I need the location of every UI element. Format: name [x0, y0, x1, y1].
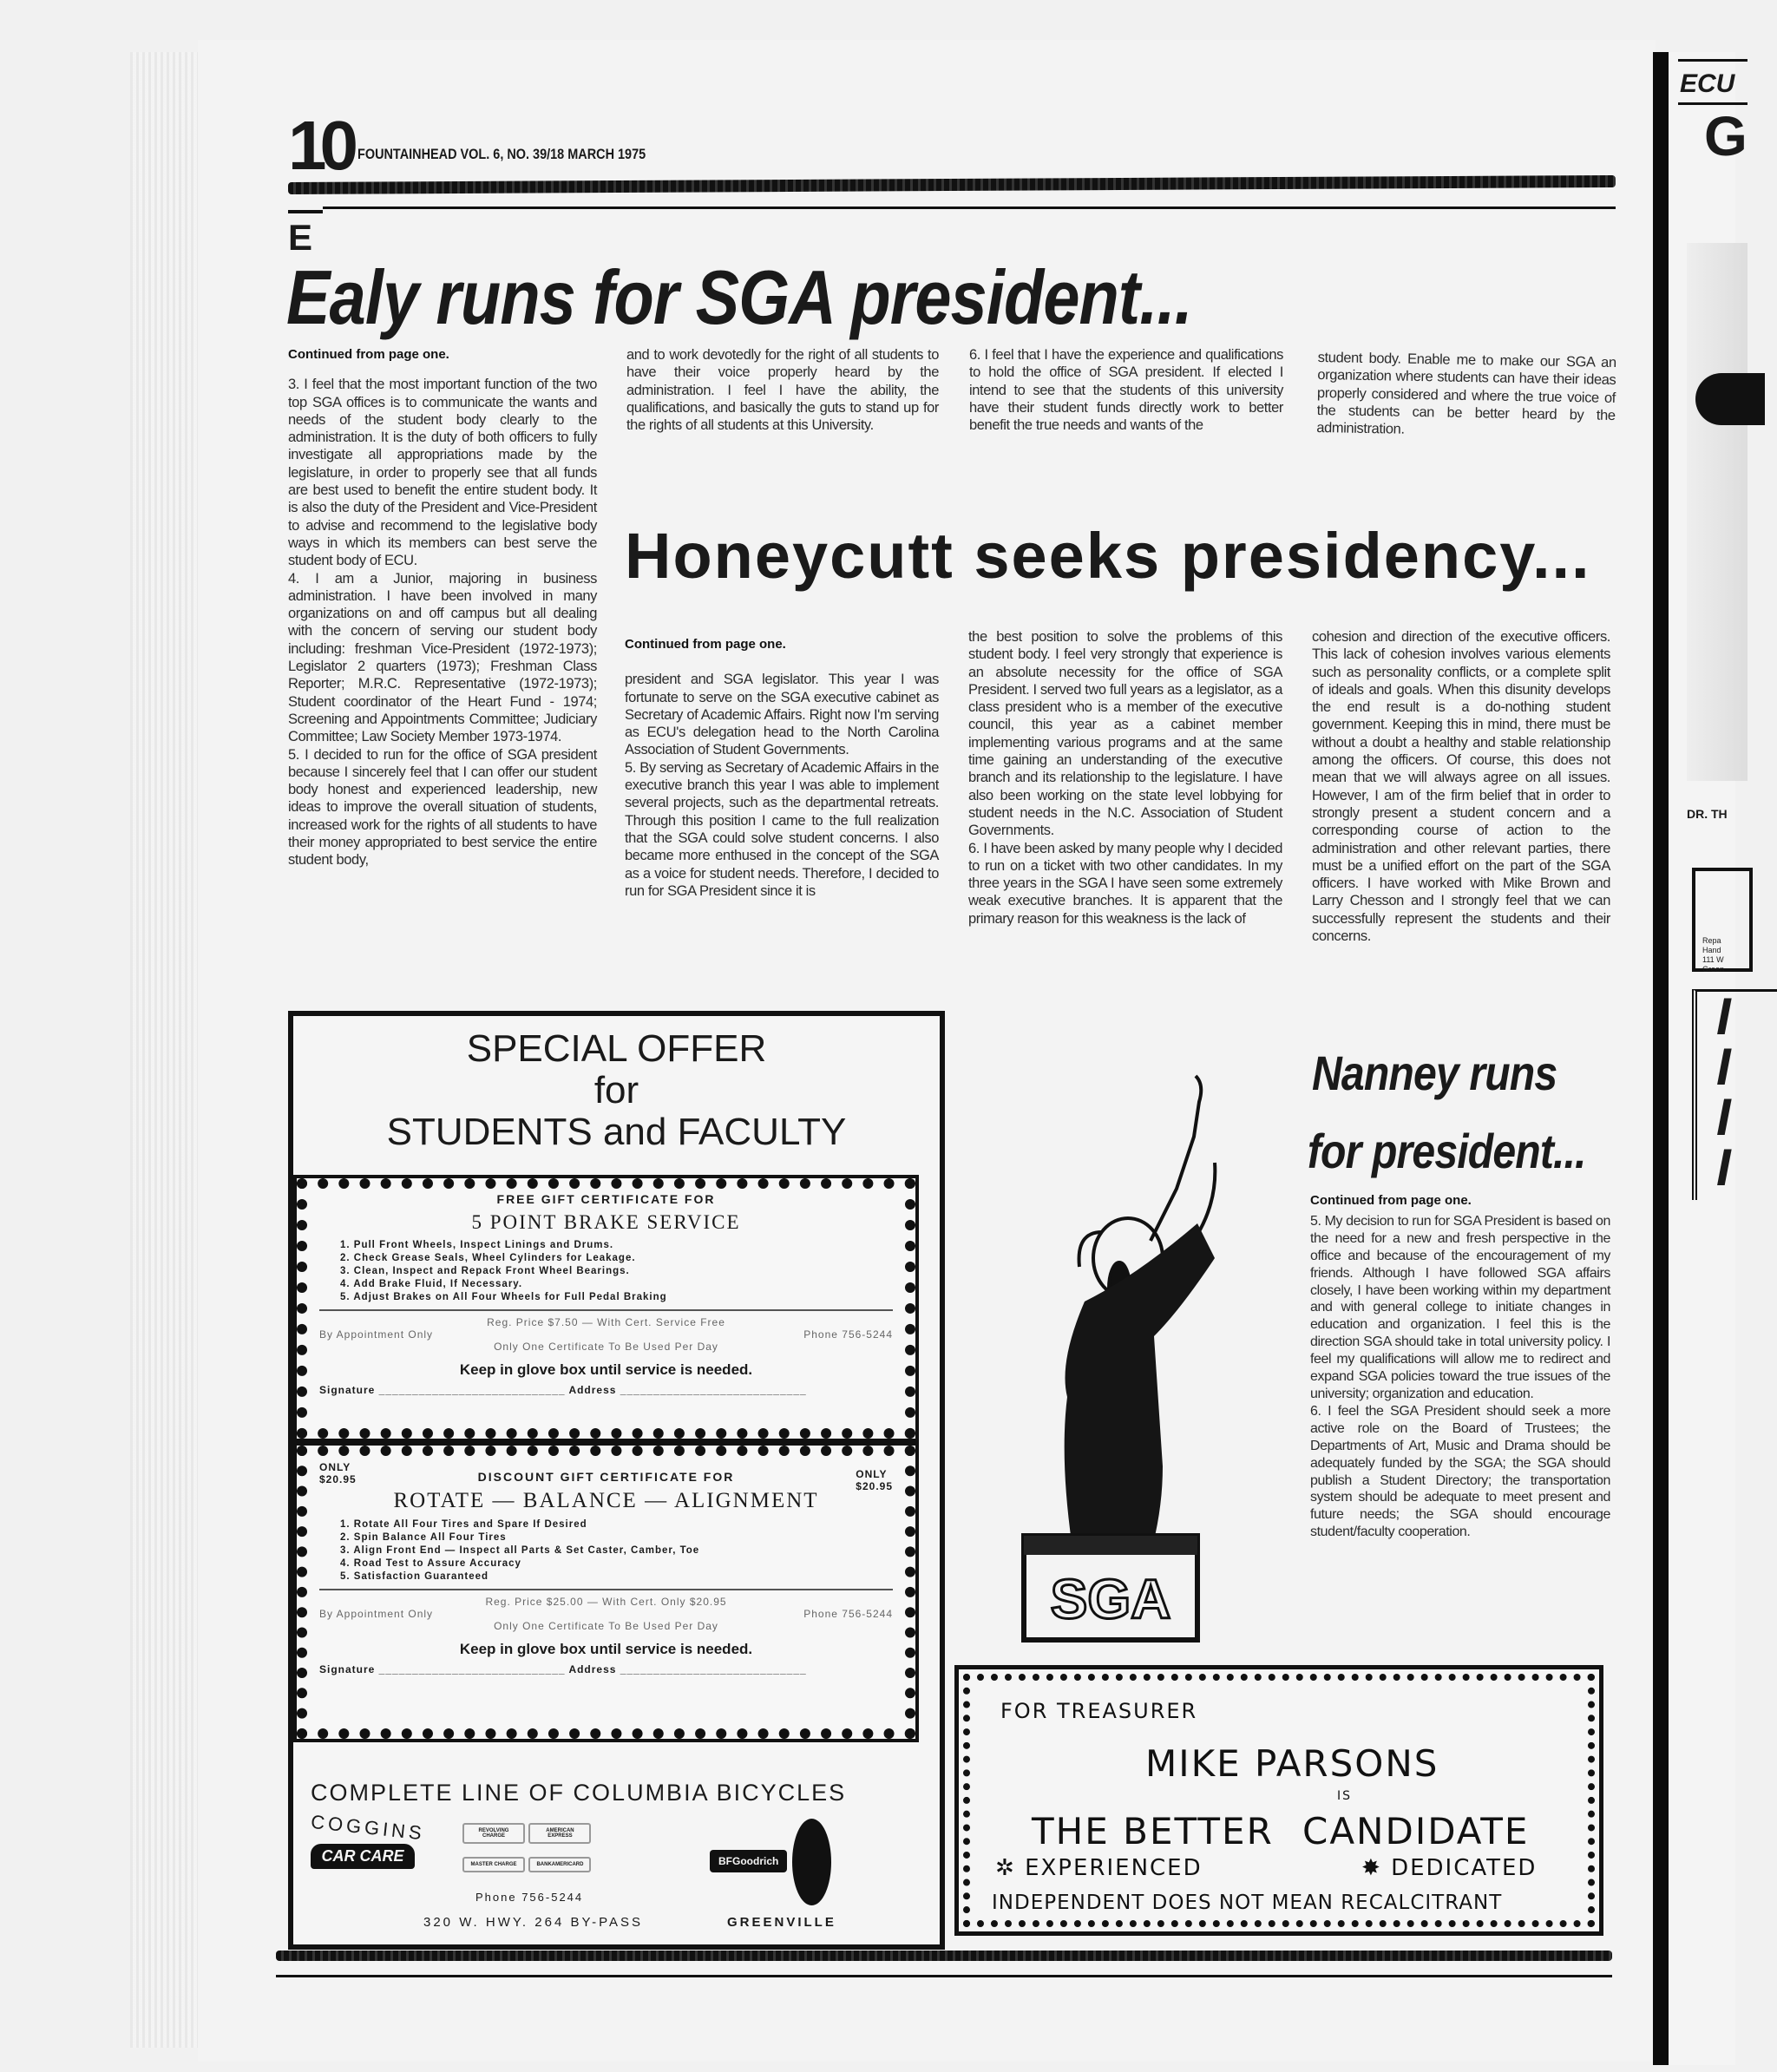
treasurer-ad [954, 1665, 1603, 1936]
bicycles-line: COMPLETE LINE OF COLUMBIA BICYCLES [311, 1780, 847, 1806]
honeycutt-column-2 [968, 628, 1282, 928]
sga-box [1024, 1536, 1197, 1640]
special-offer-ad [288, 1011, 945, 1950]
paragraph: and to work devotedly for the right of all students to have their voice properly heard by the administration. I feel I have the ability, the qualifications, and basically the guts to stand up for the rights of all students at this University. [626, 347, 939, 434]
paragraph: 5. My decision to run for SGA President is based on the need for a new and fresh perspective in the office and because of the encouragement of my friends. Although I have followed SGA affairs closely, I have been working within my department and with general college to initiate changes in education and organization. I feel this is the direction SGA should take in total university policy. I feel my qualifications will allow me to redirect and expand SGA policies toward the true issues of the university; organization and education. [1310, 1213, 1611, 1401]
card-master-charge: MASTER CHARGE [462, 1857, 525, 1872]
alignment-coupon: ONLY $20.95 ONLY $20.95 DISCOUNT GIFT CERTIFICATE FOR ROTATE — BALANCE — ALIGNMENT 1. Rotate All Four Tires and Spare If Desired 2. Spin Balance All Four Tires 3. Align Front End — Inspect all Parts & Set Caster, Camber, Toe 4. Road Test to Assure Accuracy 5. Satisfaction Guaranteed Reg. Price $25.00 — With Cert. Only $20.95 By Appointment Only Phone 756-5244 Only One Certificate To Be Used Per Day Keep in glove box until service is needed. Signature ____________________________ Address ____________________________ [297, 1446, 915, 1739]
coupon-keep-note: Keep in glove box until service is needed. [459, 1641, 753, 1657]
section-fragment: E [288, 217, 313, 258]
logo-name: COGGINS [310, 1810, 426, 1845]
paragraph: 6. I feel that I have the experience and qualifications to hold the office of SGA president. If elected I intend to see that the students of this university have their student funds directly work to better benefit the true needs and wants of the [969, 347, 1283, 434]
coupon-price: Reg. Price $25.00 — With Cert. Only $20.95 [485, 1596, 727, 1608]
better-label: THE BETTER [1032, 1810, 1274, 1852]
paragraph: 6. I have been asked by many people why I decided to run on a ticket with two other candidates. In my three years in the SGA I have seen some extremely weak executive branches. It is apparent that the primary reason for this weakness is the lack of [968, 840, 1282, 927]
paragraph: the best position to solve the problems of this student body. I feel very strongly that experience is an absolute necessity for the office of SGA President. I served two full years as a legislator, as a class president who is a member of the executive council, this year as a cabinet member implementing various programs and at the same time gaining an understanding of the executive branch and its relationship to the legislature. I have also been working on the state level lobbying for student needs in the N.C. Association of Student Governments. [968, 629, 1282, 839]
masthead [357, 146, 646, 163]
adjacent-ad-line: Hand [1702, 946, 1721, 954]
headline-line: Nanney runs [1312, 1046, 1557, 1100]
only-price: $20.95 [856, 1480, 893, 1492]
coupon-item: 4. Road Test to Assure Accuracy [340, 1558, 521, 1569]
adjacent-ad-line: 111 W [1702, 955, 1724, 964]
ealy-column-1 [288, 346, 597, 869]
coupon-item: 2. Check Grease Seals, Wheel Cylinders for Leakage. [340, 1253, 636, 1263]
coupon-heading: FREE GIFT CERTIFICATE FOR [496, 1192, 716, 1206]
coupon-appointment: By Appointment Only [319, 1608, 434, 1620]
paragraph: 4. I am a Junior, majoring in business administration. I have been involved in many organizations on and off campus but all dealing with the concern of serving our student body including: freshman Vice-President (1972-1973); Legislator 2 quarters (1973); Freshman Class Reporter; M.R.C. Representative (1972-1973); Student coordinator of the Heart Fund - 1974; Screening and Appointments Committee; Judiciary Committee; Law Society Member 1973-1974. [288, 570, 597, 745]
signature-label: Signature [319, 1384, 376, 1396]
ad-title: for [593, 1069, 639, 1111]
coupon-item: 3. Align Front End — Inspect all Parts & Set Caster, Camber, Toe [340, 1545, 700, 1556]
ealy-headline: Ealy runs for SGA president... [286, 254, 1192, 340]
candidate-name: MIKE PARSONS [1145, 1742, 1439, 1785]
ad-address: 320 W. HWY. 264 BY-PASS [423, 1915, 643, 1930]
adjacent-ad-line: Repa [1702, 936, 1721, 945]
trait-dedicated: ✸ DEDICATED [1361, 1855, 1538, 1881]
coupon-item: 3. Clean, Inspect and Repack Front Wheel Bearings. [340, 1266, 630, 1276]
sga-box-label: SGA [1050, 1568, 1171, 1630]
paragraph: 5. By serving as Secretary of Academic Affairs in the executive branch this year I was able to implement several projects, such as the departmental retreats. Through this position I came to the full realization that the SGA could solve student concerns. I also became more enthused in the concept of the SGA as a voice for student needs. Therefore, I decided to run for SGA President since it is [625, 759, 939, 899]
adjacent-photo [1687, 243, 1747, 781]
ealy-column-3 [969, 346, 1283, 434]
only-label: ONLY [856, 1468, 888, 1480]
ad-phone: Phone 756-5244 [475, 1891, 584, 1904]
coupon-phone: Phone 756-5244 [803, 1328, 893, 1341]
adjacent-ad-line: Green [1702, 965, 1725, 974]
ad-title: SPECIAL OFFER [466, 1027, 767, 1070]
card-revolving-charge: REVOLVING CHARGE [462, 1823, 525, 1844]
coupon-appointment: By Appointment Only [319, 1328, 434, 1341]
adjacent-wavy-box: I I I I [1692, 989, 1777, 1200]
headline-line: for president... [1307, 1124, 1586, 1178]
paragraph: student body. Enable me to make our SGA an organization where students can have their ideas properly considered and where the true voice of the students can be better heard by the administration. [1316, 350, 1616, 437]
header-rule [323, 207, 1616, 209]
honeycutt-column-1 [625, 636, 939, 900]
nanney-column [1310, 1192, 1610, 1541]
logo-sub: CAR CARE [311, 1844, 415, 1869]
coupon-item: 5. Adjust Brakes on All Four Wheels for Full Pedal Braking [340, 1292, 667, 1302]
brand-name: BFGoodrich [710, 1850, 787, 1872]
footer-rule [276, 1975, 1612, 1977]
candidate-label: CANDIDATE [1302, 1810, 1530, 1852]
coupon-item: 2. Spin Balance All Four Tires [340, 1532, 507, 1543]
coupon-keep-note: Keep in glove box until service is needed. [459, 1361, 753, 1378]
honeycutt-column-3 [1312, 628, 1610, 945]
address-label: Address [568, 1384, 617, 1396]
trait-label: EXPERIENCED [1025, 1855, 1203, 1881]
paragraph: cohesion and direction of the executive officers. This lack of cohesion involves various elements such as personality conflicts, or a complete split of ideals and goals. When this disunity develops the end result is a do-nothing student government. Keeping this in mind, there must be without a doubt a healthy and stable relationship among the officers. Of course, this does not mean that we will always agree on all issues. However, I am of the firm belief that in order to strongly present a student concern and a corresponding course of action to the administration and other relevant parties, there must be a unified effort on the part of the SGA officers. I have worked with Mike Brown and Larry Chesson and I strongly feel that we can successfully represent the students and their concerns. [1312, 629, 1610, 945]
adjacent-headline: G [1704, 105, 1747, 167]
cartoon-figure-illustration [998, 1067, 1232, 1657]
coupon-phone: Phone 756-5244 [803, 1608, 893, 1620]
continued-note: Continued from page one. [288, 347, 449, 362]
masthead-title: FOUNTAINHEAD [357, 146, 457, 162]
card-bankamericard: BANKAMERICARD [528, 1857, 591, 1872]
ealy-column-2 [626, 346, 939, 434]
coupon-item: 1. Rotate All Four Tires and Spare If Desired [340, 1519, 587, 1530]
paragraph: 6. I feel the SGA President should seek a more active role on the Board of Trustees; the Departments of Art, Music and Drama should be adequately funded by the SGA; the SGA should publish a Student Directory; the transportation system should be adequate to meet present and future needs; the SGA should encourage student/faculty cooperation. [1310, 1403, 1610, 1540]
slogan: INDEPENDENT DOES NOT MEAN RECALCITRANT [992, 1892, 1503, 1914]
header-rule-short [288, 210, 323, 213]
page-gutter [1653, 52, 1669, 2065]
adjacent-page [1669, 52, 1747, 2065]
coupon-item: 4. Add Brake Fluid, If Necessary. [340, 1279, 523, 1289]
only-label: ONLY [319, 1461, 351, 1473]
credit-cards [462, 1823, 610, 1872]
trait-label: DEDICATED [1391, 1855, 1538, 1881]
coggins-logo [310, 1810, 426, 1869]
only-price: $20.95 [319, 1473, 357, 1485]
paragraph: 3. I feel that the most important function of the two top SGA offices is to communicate the wants and needs of the student body clearly to the administration. It is the duty of both officers to fully investigate all appropriations made by the legislature, in order to properly see that all funds are best used to benefit the entire student body. It is also the duty of the President and Vice-President to advise and recommend to the legislative body ways in which its members can best serve the student body of ECU. [288, 377, 597, 569]
address-label: Address [568, 1663, 617, 1675]
adjacent-caption: DR. TH [1687, 807, 1728, 821]
honeycutt-headline: Honeycutt seeks presidency... [625, 520, 1591, 592]
adjacent-section-label: ECU [1680, 69, 1735, 98]
coupon-service: 5 POINT BRAKE SERVICE [471, 1211, 741, 1233]
paragraph: president and SGA legislator. This year I was fortunate to serve on the SGA executive cabinet as Secretary of Academic Affairs. Right now I'm serving as ECU's delegation head to the North Carolina Association of Student Governments. [625, 672, 939, 758]
coupon-item: 5. Satisfaction Guaranteed [340, 1571, 489, 1582]
card-american-express: AMERICAN EXPRESS [528, 1823, 591, 1844]
issue-date: VOL. 6, NO. 39/18 MARCH 1975 [460, 146, 646, 162]
ealy-column-4 [1316, 349, 1616, 442]
page-number: 10 [288, 107, 351, 184]
footer-wavy-rule [276, 1951, 1612, 1961]
is-label: IS [1337, 1789, 1353, 1803]
nanney-headline [1307, 1034, 1586, 1190]
adjacent-ad-box [1692, 868, 1753, 972]
trait-experienced: ✲ EXPERIENCED [995, 1855, 1203, 1881]
signature-label: Signature [319, 1663, 376, 1675]
coupon-service: ROTATE — BALANCE — ALIGNMENT [393, 1489, 819, 1512]
ad-city: GREENVILLE [727, 1915, 836, 1930]
coupon-item: 1. Pull Front Wheels, Inspect Linings and Drums. [340, 1240, 614, 1250]
coupon-price: Reg. Price $7.50 — With Cert. Service Free [487, 1316, 725, 1328]
goodrich-logo [710, 1819, 849, 1905]
paragraph: 5. I decided to run for the office of SGA president because I sincerely feel that I can offer our student body honest and experienced leadership, new ideas to improve the overall situation of students, increased work for the rights of all students to have their money appropriated to best service the entire student body, [288, 746, 597, 869]
continued-note: Continued from page one. [1310, 1193, 1472, 1208]
ad-title: STUDENTS and FACULTY [386, 1111, 847, 1153]
coupon-heading: DISCOUNT GIFT CERTIFICATE FOR [477, 1470, 735, 1484]
treasurer-office: FOR TREASURER [1000, 1699, 1198, 1723]
continued-note: Continued from page one. [625, 637, 786, 652]
brake-service-coupon: FREE GIFT CERTIFICATE FOR 5 POINT BRAKE SERVICE 1. Pull Front Wheels, Inspect Linings and Drums. 2. Check Grease Seals, Wheel Cylinders for Leakage. 3. Clean, Inspect and Repack Front Wheel Bearings. 4. Add Brake Fluid, If Necessary. 5. Adjust Brakes on All Four Wheels for Full Pedal Braking Reg. Price $7.50 — With Cert. Service Free By Appointment Only Phone 756-5244 Only One Certificate To Be Used Per Day Keep in glove box until service is needed. Signature ____________________________ Address ____________________________ [297, 1178, 915, 1439]
coupon-limit: Only One Certificate To Be Used Per Day [494, 1620, 718, 1632]
coupon-limit: Only One Certificate To Be Used Per Day [494, 1341, 718, 1353]
